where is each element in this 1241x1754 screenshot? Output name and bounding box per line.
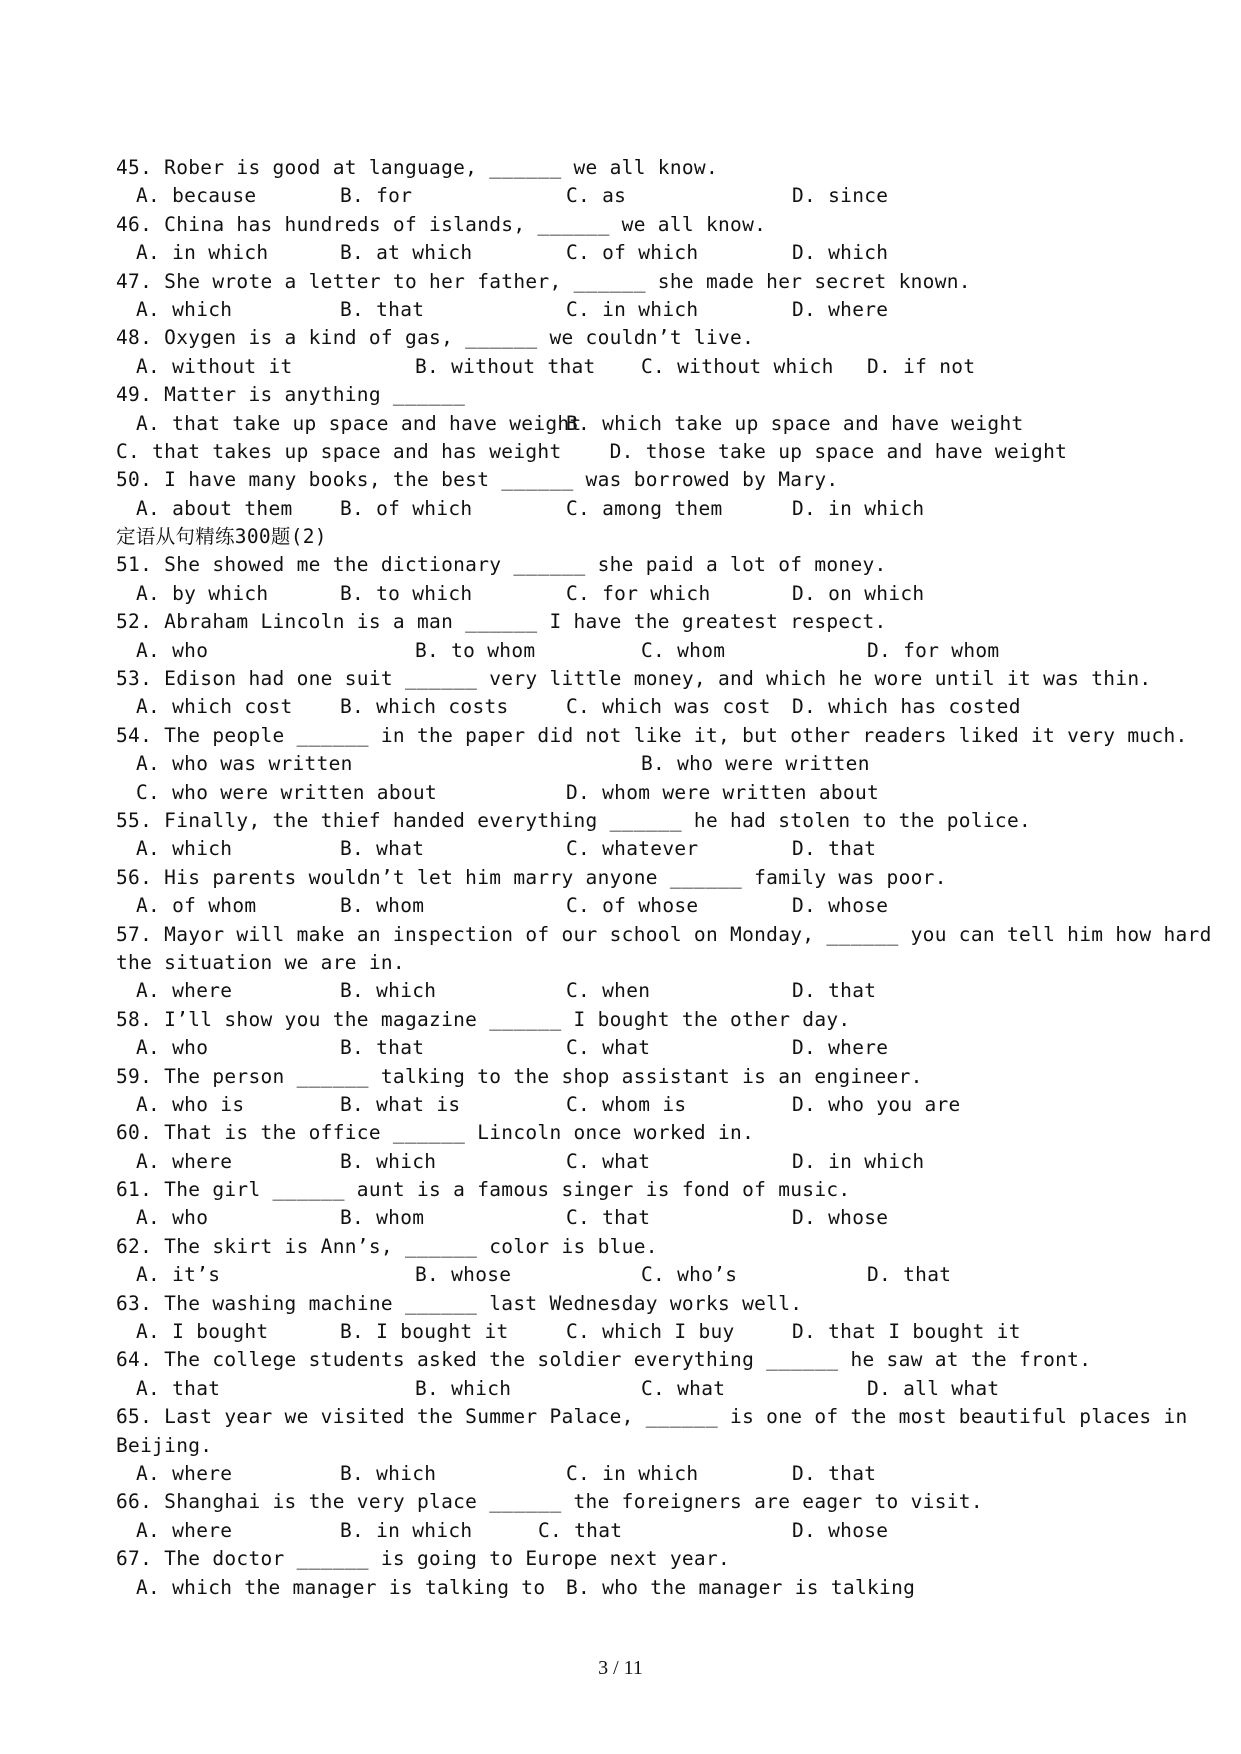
option-choice: C. what	[641, 1376, 726, 1400]
option-choice: C. that	[566, 1206, 651, 1230]
options-row	[116, 977, 1136, 1005]
options-row	[116, 1091, 1136, 1119]
question-text: 47. She wrote a letter to her father, ______ she made her secret known.	[116, 269, 971, 293]
option-choice: C. in which	[566, 1461, 699, 1485]
option-choice: C. who’s	[641, 1263, 738, 1287]
question-text: 63. The washing machine ______ last Wednesday works well.	[116, 1291, 803, 1315]
option-choice: D. if not	[867, 354, 976, 378]
option-choice: A. because	[136, 184, 257, 208]
option-choice: A. by which	[136, 581, 269, 605]
option-choice: A. where	[136, 1149, 233, 1173]
option-choice: D. where	[792, 297, 889, 321]
option-choice: C. when	[566, 979, 651, 1003]
option-choice: B. whose	[415, 1263, 512, 1287]
section-heading: 定语从句精练300题(2)	[116, 525, 327, 549]
option-choice: B. I bought it	[340, 1320, 509, 1344]
option-choice: B. what is	[340, 1092, 461, 1116]
options-row	[116, 750, 1136, 778]
option-choice: B. which	[340, 1461, 437, 1485]
options-row	[116, 353, 1136, 381]
option-choice: A. which	[136, 297, 233, 321]
option-choice: D. in which	[792, 496, 925, 520]
option-choice: A. which cost	[136, 695, 293, 719]
option-choice: B. of which	[340, 496, 473, 520]
option-choice: D. which has costed	[792, 695, 1021, 719]
option-choice: A. that	[136, 1376, 221, 1400]
option-choice: B. whom	[340, 894, 425, 918]
option-choice: C. of which	[566, 241, 699, 265]
option-choice: C. which I buy	[566, 1320, 735, 1344]
option-choice: A. where	[136, 979, 233, 1003]
question-text: 62. The skirt is Ann’s, ______ color is blue.	[116, 1234, 658, 1258]
options-row	[116, 296, 1136, 324]
option-choice: A. about them	[136, 496, 293, 520]
question-text: 51. She showed me the dictionary ______ she paid a lot of money.	[116, 553, 887, 577]
question-text: 60. That is the office ______ Lincoln once worked in.	[116, 1121, 755, 1145]
option-choice: D. whose	[792, 894, 889, 918]
option-choice: A. in which	[136, 241, 269, 265]
option-choice: A. of whom	[136, 894, 257, 918]
option-choice: D. all what	[867, 1376, 1000, 1400]
options-row	[116, 1375, 1136, 1403]
option-choice: A. which the manager is talking to	[136, 1575, 546, 1599]
option-choice: B. which take up space and have weight	[566, 411, 1024, 435]
options-row	[116, 637, 1136, 665]
question-text: 50. I have many books, the best ______ was borrowed by Mary.	[116, 468, 839, 492]
question-text: 66. Shanghai is the very place ______ the foreigners are eager to visit.	[116, 1490, 983, 1514]
options-row	[116, 1517, 1136, 1545]
options-row	[116, 1034, 1136, 1062]
option-choice: B. which	[340, 979, 437, 1003]
option-choice: D. that	[792, 837, 877, 861]
options-row	[116, 693, 1136, 721]
question-text: 55. Finally, the thief handed everything ______ he had stolen to the police.	[116, 808, 1032, 832]
option-choice: D. whom were written about	[566, 780, 880, 804]
option-choice: B. which	[340, 1149, 437, 1173]
option-choice: D. on which	[792, 581, 925, 605]
option-choice: B. at which	[340, 241, 473, 265]
option-choice: B. in which	[340, 1518, 473, 1542]
option-choice: B. for	[340, 184, 413, 208]
option-choice: A. which	[136, 837, 233, 861]
option-choice: A. I bought	[136, 1320, 269, 1344]
question-text: the situation we are in.	[116, 950, 405, 974]
option-choice: B. that	[340, 297, 425, 321]
option-choice: C. which was cost	[566, 695, 771, 719]
option-choice: C. what	[566, 1036, 651, 1060]
options-row	[116, 779, 1136, 807]
option-choice: D. that	[792, 979, 877, 1003]
options-row	[116, 892, 1136, 920]
option-choice: B. whom	[340, 1206, 425, 1230]
question-text: 59. The person ______ talking to the shop assistant is an engineer.	[116, 1064, 923, 1088]
question-text: 53. Edison had one suit ______ very little money, and which he wore until it was thin.	[116, 667, 1152, 691]
option-choice: C. whom is	[566, 1092, 687, 1116]
question-text: 64. The college students asked the soldier everything ______ he saw at the front.	[116, 1348, 1092, 1372]
option-choice: A. who	[136, 1036, 209, 1060]
option-choice: D. where	[792, 1036, 889, 1060]
option-choice: B. which costs	[340, 695, 509, 719]
option-choice: C. whatever	[566, 837, 699, 861]
option-choice: A. that take up space and have weight	[136, 411, 582, 435]
options-row	[116, 239, 1136, 267]
option-choice: D. that I bought it	[792, 1320, 1021, 1344]
option-choice: C. who were written about	[136, 780, 437, 804]
question-text: 67. The doctor ______ is going to Europe next year.	[116, 1547, 731, 1571]
option-choice: C. without which	[641, 354, 834, 378]
question-text: 45. Rober is good at language, ______ we all know.	[116, 156, 718, 179]
option-choice: B. that	[340, 1036, 425, 1060]
option-choice: D. that	[867, 1263, 952, 1287]
option-choice: D. whose	[792, 1206, 889, 1230]
options-row	[116, 182, 1136, 210]
option-choice: A. it’s	[136, 1263, 221, 1287]
options-row	[116, 410, 1136, 438]
question-text: 56. His parents wouldn’t let him marry anyone ______ family was poor.	[116, 865, 947, 889]
option-choice: C. that	[538, 1518, 623, 1542]
option-choice: C. among them	[566, 496, 723, 520]
options-row	[116, 1261, 1136, 1289]
option-choice: D. in which	[792, 1149, 925, 1173]
option-choice: C. in which	[566, 297, 699, 321]
options-row	[116, 835, 1136, 863]
option-choice: D. whose	[792, 1518, 889, 1542]
question-text: C. that takes up space and has weight D. those take up space and have weight	[116, 439, 1068, 463]
option-choice: B. without that	[415, 354, 596, 378]
option-choice: D. that	[792, 1461, 877, 1485]
option-choice: C. what	[566, 1149, 651, 1173]
options-row	[116, 1574, 1136, 1602]
question-text: Beijing.	[116, 1433, 213, 1457]
option-choice: C. whom	[641, 638, 726, 662]
option-choice: C. as	[566, 184, 627, 208]
question-text: 58. I’ll show you the magazine ______ I bought the other day.	[116, 1007, 851, 1031]
option-choice: A. without it	[136, 354, 293, 378]
options-row	[116, 1148, 1136, 1176]
option-choice: B. to which	[340, 581, 473, 605]
option-choice: A. where	[136, 1461, 233, 1485]
question-text: 48. Oxygen is a kind of gas, ______ we couldn’t live.	[116, 326, 755, 350]
options-row	[116, 495, 1136, 523]
option-choice: D. for whom	[867, 638, 1000, 662]
question-text: 46. China has hundreds of islands, ______ we all know.	[116, 212, 767, 236]
option-choice: A. who is	[136, 1092, 245, 1116]
option-choice: A. who	[136, 638, 209, 662]
options-row	[116, 1318, 1136, 1346]
question-text: 54. The people ______ in the paper did not like it, but other readers liked it very much.	[116, 723, 1188, 747]
option-choice: B. what	[340, 837, 425, 861]
options-row	[116, 1204, 1136, 1232]
option-choice: A. who was written	[136, 752, 353, 776]
option-choice: B. which	[415, 1376, 512, 1400]
question-text: 65. Last year we visited the Summer Palace, ______ is one of the most beautiful places in	[116, 1405, 1188, 1429]
question-text: 49. Matter is anything ______	[116, 383, 466, 407]
option-choice: D. which	[792, 241, 889, 265]
option-choice: C. of whose	[566, 894, 699, 918]
option-choice: C. for which	[566, 581, 711, 605]
option-choice: D. who you are	[792, 1092, 961, 1116]
exercise-content	[116, 154, 1212, 1602]
question-text: 52. Abraham Lincoln is a man ______ I have the greatest respect.	[116, 610, 887, 634]
option-choice: A. where	[136, 1518, 233, 1542]
option-choice: D. since	[792, 184, 889, 208]
option-choice: B. who the manager is talking	[566, 1575, 916, 1599]
option-choice: A. who	[136, 1206, 209, 1230]
question-text: 61. The girl ______ aunt is a famous singer is fond of music.	[116, 1178, 851, 1202]
options-row	[116, 1460, 1136, 1488]
question-text: 57. Mayor will make an inspection of our school on Monday, ______ you can tell him how hard	[116, 922, 1212, 946]
options-row	[116, 580, 1136, 608]
option-choice: B. who were written	[641, 752, 870, 776]
page-number: 3 / 11	[598, 1657, 643, 1679]
option-choice: B. to whom	[415, 638, 536, 662]
